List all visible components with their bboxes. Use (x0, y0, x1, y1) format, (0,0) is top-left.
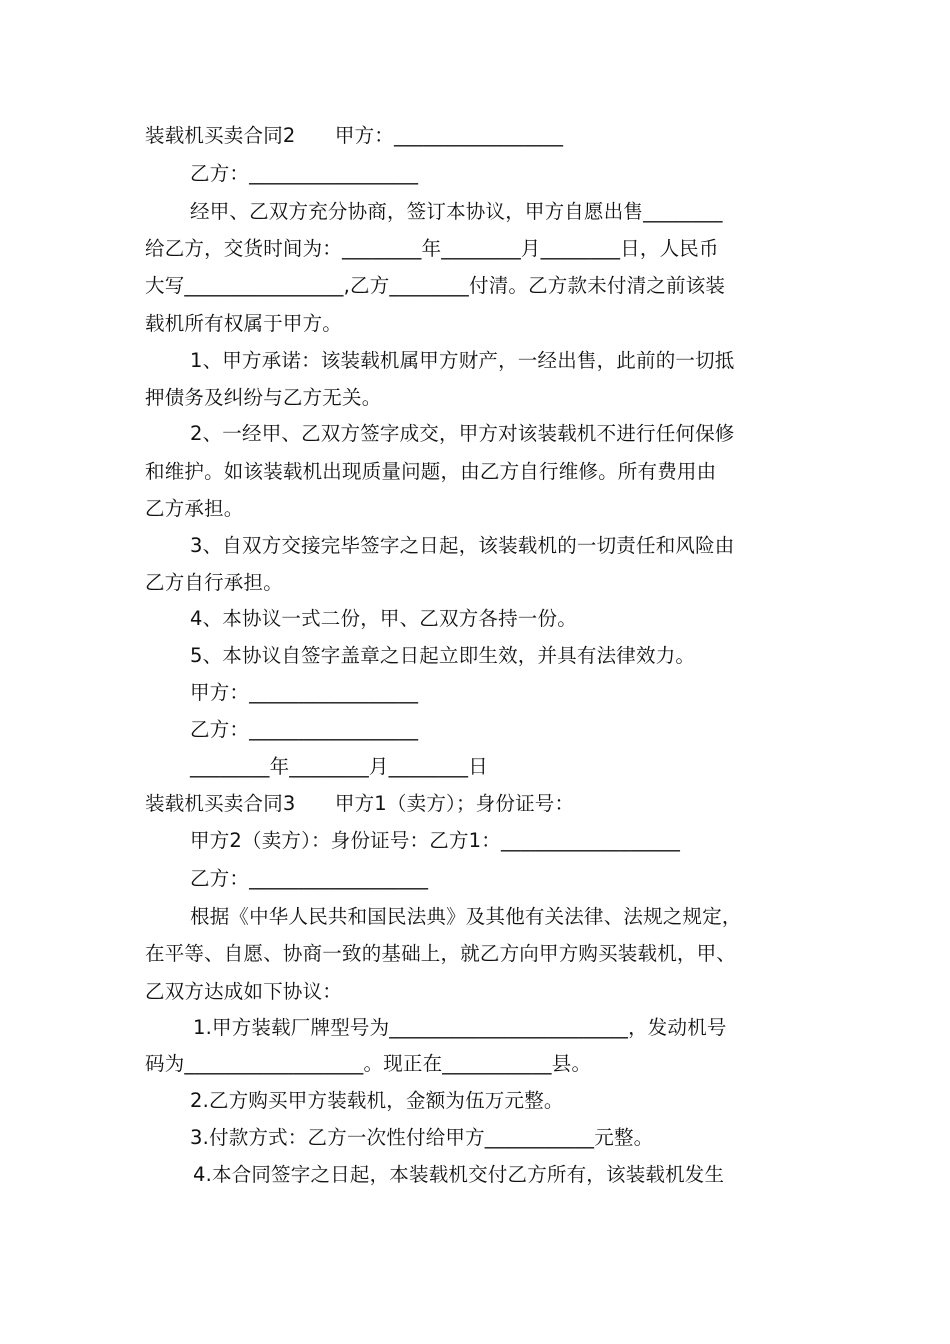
party-b-line: 乙方：_________________ (190, 162, 419, 185)
clause-4-line: 4、本协议一式二份，甲、乙双方各持一份。 (190, 607, 577, 630)
preamble-line: 根据《中华人民共和国民法典》及其他有关法律、法规之规定， (190, 905, 742, 928)
clause-1-line: 1、甲方承诺：该装载机属甲方财产，一经出售，此前的一切抵 (190, 349, 735, 372)
signature-date: ________年________月________日 (190, 755, 488, 778)
item-3-line: 3.付款方式：乙方一次性付给甲方___________元整。 (190, 1126, 654, 1149)
item-2-line: 2.乙方购买甲方装载机，金额为伍万元整。 (190, 1089, 564, 1112)
clause-2-line: 和维护。如该装载机出现质量问题，由乙方自行维修。所有费用由 (145, 460, 717, 483)
paragraph-line: 经甲、乙双方充分协商，签订本协议，甲方自愿出售________ (190, 200, 723, 223)
contract-3-title-line: 装载机买卖合同3 甲方1（卖方）；身份证号： (145, 792, 575, 815)
signature-party-b: 乙方：_________________ (190, 718, 419, 741)
signature-party-a: 甲方：_________________ (190, 681, 419, 704)
clause-2-line: 2、一经甲、乙双方签字成交，甲方对该装载机不进行任何保修 (190, 422, 735, 445)
item-4-line: 4.本合同签字之日起，本装载机交付乙方所有，该装载机发生 (193, 1163, 725, 1186)
item-1-line: 码为__________________。现正在___________县。 (145, 1052, 592, 1075)
preamble-line: 在平等、自愿、协商一致的基础上，就乙方向甲方购买装载机，甲、 (145, 942, 737, 965)
paragraph-line: 给乙方，交货时间为：________年________月________日，人民币 (145, 237, 719, 260)
party-info-line: 甲方2（卖方）：身份证号：乙方1：__________________ (190, 829, 681, 852)
contract-2-title-line: 装载机买卖合同2 甲方：_________________ (145, 124, 564, 147)
paragraph-line: 大写________________,乙方________付清。乙方款未付清之前该装 (145, 274, 726, 297)
clause-1-line: 押债务及纠纷与乙方无关。 (145, 386, 382, 409)
clause-3-line: 3、自双方交接完毕签字之日起，该装载机的一切责任和风险由 (190, 534, 735, 557)
preamble-line: 乙双方达成如下协议： (145, 980, 343, 1003)
party-b-line: 乙方：__________________ (190, 867, 429, 890)
clause-5-line: 5、本协议自签字盖章之日起立即生效，并具有法律效力。 (190, 644, 696, 667)
item-1-line: 1.甲方装载厂牌型号为________________________，发动机号 (193, 1016, 727, 1039)
paragraph-line: 载机所有权属于甲方。 (145, 312, 343, 335)
clause-2-line: 乙方承担。 (145, 497, 244, 520)
clause-3-line: 乙方自行承担。 (145, 571, 283, 594)
